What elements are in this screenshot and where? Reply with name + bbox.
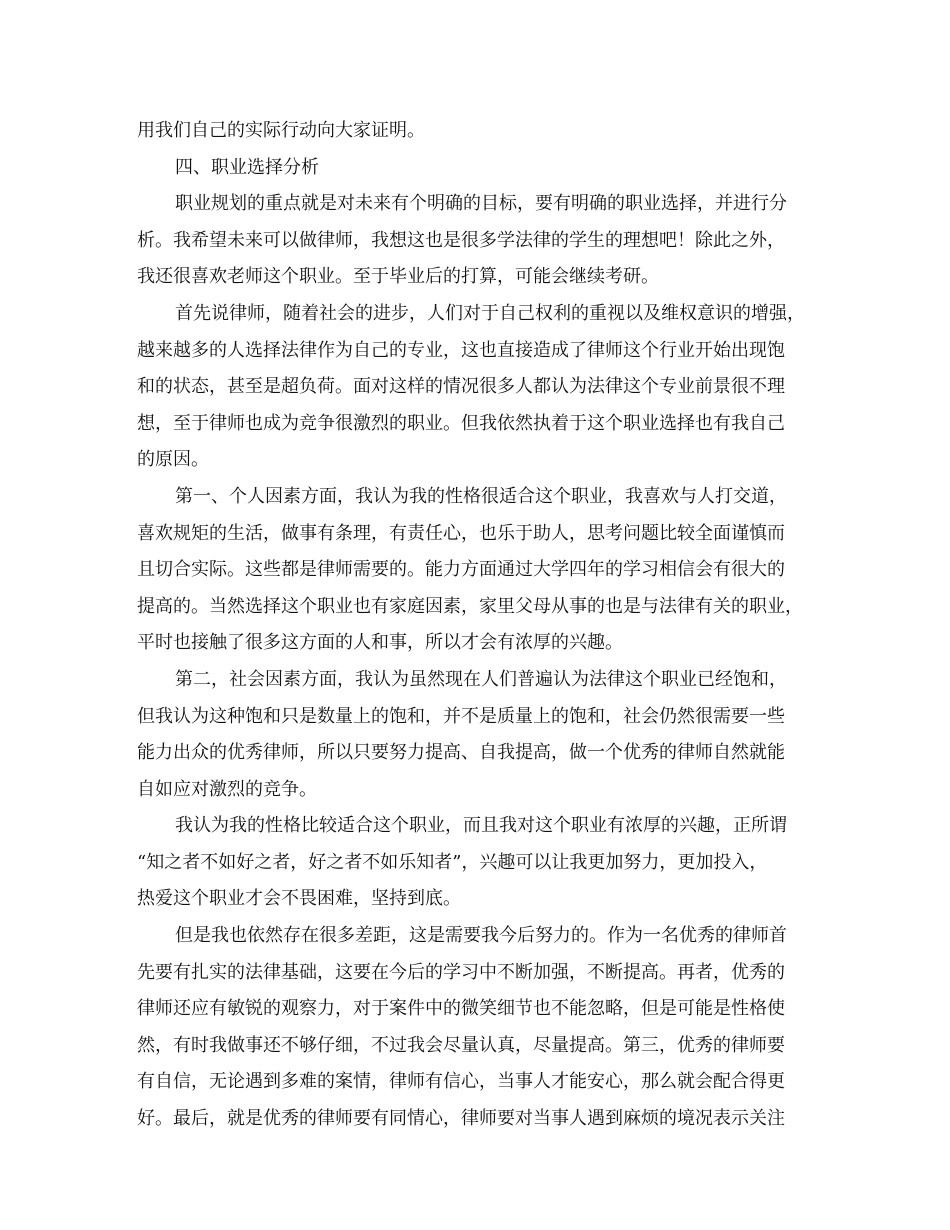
text-line: 的原因。 bbox=[137, 449, 209, 471]
text-line: 第一、个人因素方面，我认为我的性格很适合这个职业，我喜欢与人打交道， bbox=[175, 485, 787, 507]
text-line: 我认为我的性格比较适合这个职业，而且我对这个职业有浓厚的兴趣，正所谓 bbox=[175, 815, 787, 837]
text-line: 首先说律师，随着社会的进步，人们对于自己权利的重视以及维权意识的增强， bbox=[175, 302, 805, 324]
text-line: 平时也接触了很多这方面的人和事，所以才会有浓厚的兴趣。 bbox=[137, 632, 623, 654]
text-line: 析。我希望未来可以做律师，我想这也是很多学法律的学生的理想吧！除此之外， bbox=[137, 229, 785, 251]
text-line: “知之者不如好之者，好之者不如乐知者”，兴趣可以让我更加努力，更加投入， bbox=[137, 851, 768, 873]
text-line: 律师还应有敏锐的观察力，对于案件中的微笑细节也不能忽略，但是可能是性格使 bbox=[137, 998, 785, 1020]
section-heading: 四、职业选择分析 bbox=[175, 156, 319, 178]
text-line: 但是我也依然存在很多差距，这是需要我今后努力的。作为一名优秀的律师首 bbox=[175, 925, 787, 947]
text-line: 先要有扎实的法律基础，这要在今后的学习中不断加强，不断提高。再者，优秀的 bbox=[137, 961, 785, 983]
text-line: 喜欢规矩的生活，做事有条理，有责任心，也乐于助人，思考问题比较全面谨慎而 bbox=[137, 522, 785, 544]
text-line: 但我认为这种饱和只是数量上的饱和，并不是质量上的饱和，社会仍然很需要一些 bbox=[137, 705, 785, 727]
text-line: 职业规划的重点就是对未来有个明确的目标，要有明确的职业选择，并进行分 bbox=[175, 193, 787, 215]
text-line: 且切合实际。这些都是律师需要的。能力方面通过大学四年的学习相信会有很大的 bbox=[137, 559, 785, 581]
text-line: 热爱这个职业才会不畏困难，坚持到底。 bbox=[137, 888, 461, 910]
text-line: 用我们自己的实际行动向大家证明。 bbox=[137, 120, 425, 141]
text-line: 越来越多的人选择法律作为自己的专业，这也直接造成了律师这个行业开始出现饱 bbox=[137, 339, 785, 361]
text-line: 想，至于律师也成为竞争很激烈的职业。但我依然执着于这个职业选择也有我自己 bbox=[137, 412, 785, 434]
text-line: 第二，社会因素方面，我认为虽然现在人们普遍认为法律这个职业已经饱和， bbox=[175, 668, 787, 690]
text-line: 提高的。当然选择这个职业也有家庭因素，家里父母从事的也是与法律有关的职业， bbox=[137, 595, 803, 617]
text-line: 有自信，无论遇到多难的案情，律师有信心，当事人才能安心，那么就会配合得更 bbox=[137, 1071, 785, 1093]
text-line: 自如应对激烈的竞争。 bbox=[137, 778, 317, 800]
text-line: 和的状态，甚至是超负荷。面对这样的情况很多人都认为法律这个专业前景很不理 bbox=[137, 376, 785, 398]
text-line: 能力出众的优秀律师，所以只要努力提高、自我提高，做一个优秀的律师自然就能 bbox=[137, 742, 785, 764]
text-line: 我还很喜欢老师这个职业。至于毕业后的打算，可能会继续考研。 bbox=[137, 266, 659, 288]
document-body bbox=[137, 113, 827, 1138]
text-line: 好。最后，就是优秀的律师要有同情心，律师要对当事人遇到麻烦的境况表示关注 bbox=[137, 1108, 785, 1130]
text-line: 然，有时我做事还不够仔细，不过我会尽量认真，尽量提高。第三，优秀的律师要 bbox=[137, 1034, 785, 1056]
